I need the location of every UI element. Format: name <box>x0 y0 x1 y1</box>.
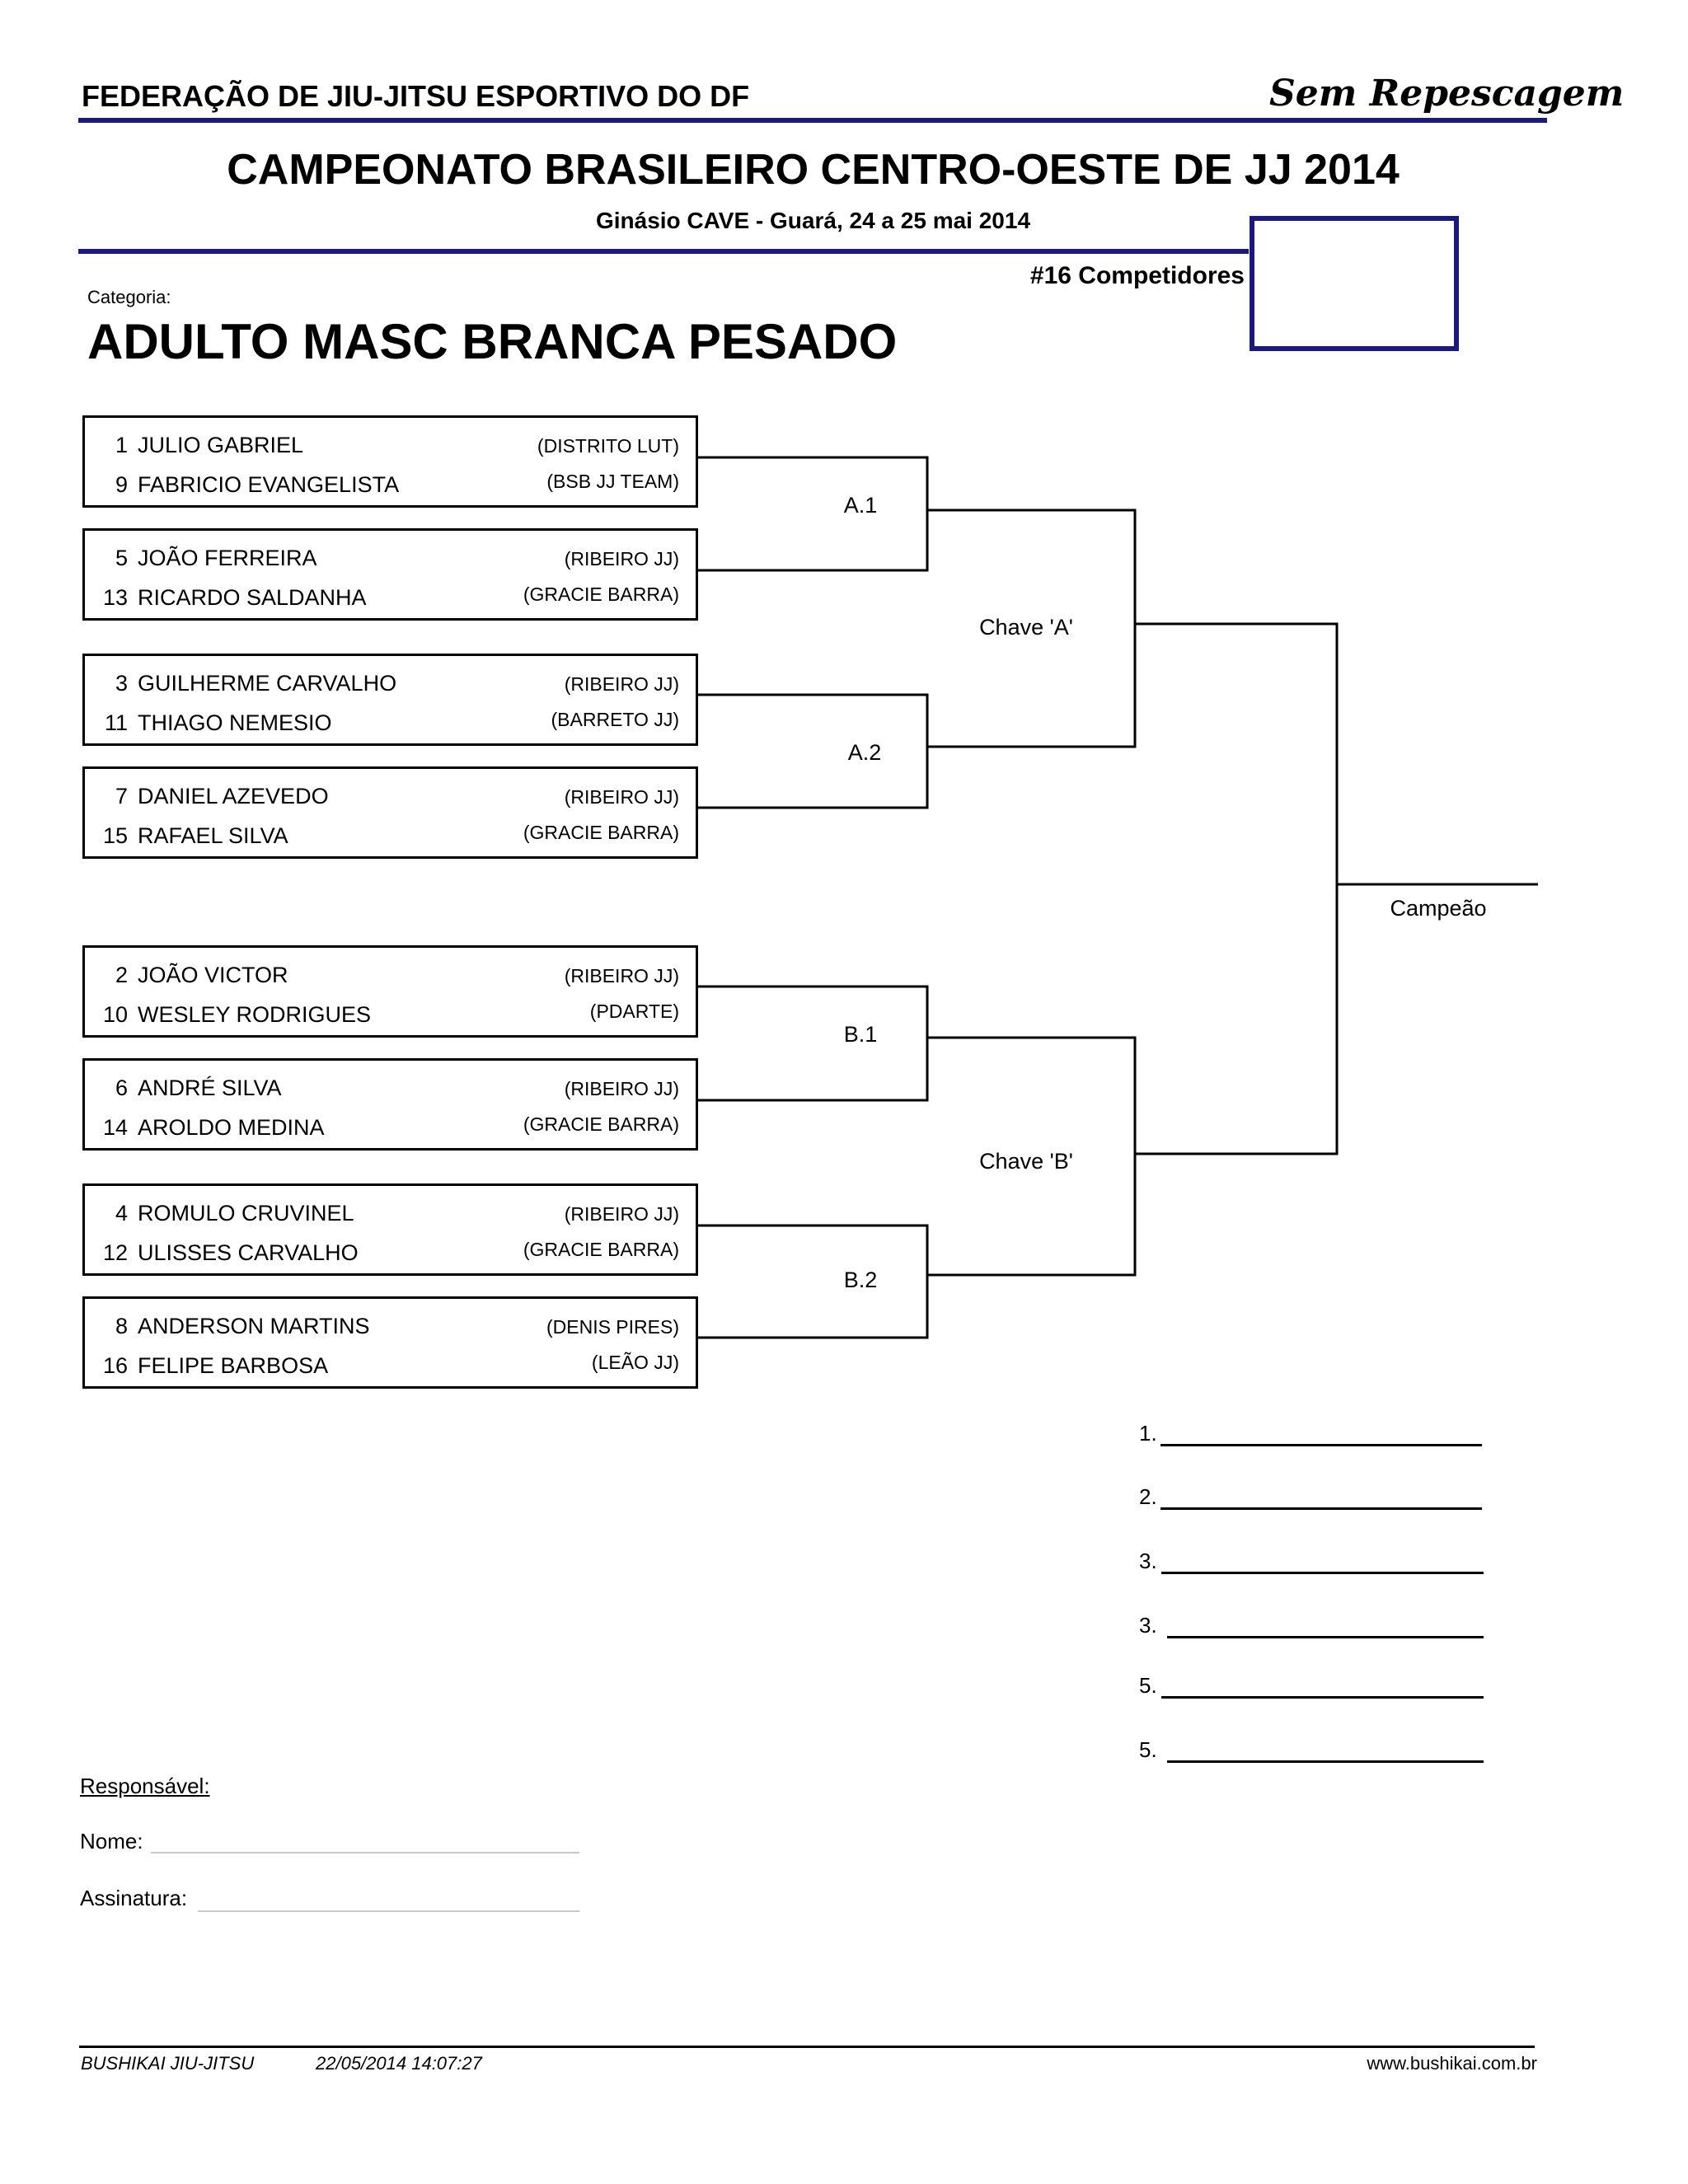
competitor-seed: 16 <box>102 1353 128 1378</box>
competitor-row <box>85 963 696 996</box>
competitor-name: THIAGO NEMESIO <box>138 710 332 735</box>
place-underline <box>1161 1696 1484 1699</box>
competitor-seed: 2 <box>115 963 128 987</box>
place-underline <box>1160 1444 1482 1446</box>
competitor-team: (BARRETO JJ) <box>551 709 679 730</box>
match-label-b1: B.1 <box>843 1022 878 1047</box>
match-label-a1: A.1 <box>843 493 878 518</box>
match-label-chave-a: Chave 'A' <box>979 615 1073 640</box>
competitor-seed: 9 <box>115 472 128 497</box>
competitor-seed: 11 <box>104 710 128 735</box>
competitor-row <box>85 784 696 817</box>
footer-website: www.bushikai.com.br <box>1367 2053 1537 2074</box>
place-line <box>1139 1673 1485 1706</box>
signature-field-line[interactable] <box>198 1910 579 1912</box>
competitor-row <box>85 472 696 505</box>
match-label-chave-b: Chave 'B' <box>979 1149 1073 1174</box>
footer-rule <box>79 2046 1535 2048</box>
competitor-row <box>85 1314 696 1347</box>
place-line <box>1139 1421 1485 1454</box>
competitor-seed: 1 <box>115 433 128 457</box>
competitor-seed: 10 <box>102 1002 128 1027</box>
competitor-team: (BSB JJ TEAM) <box>546 471 679 492</box>
category-name: ADULTO MASC BRANCA PESADO <box>87 314 898 369</box>
competitor-team: (RIBEIRO JJ) <box>564 1078 679 1099</box>
pair-1 <box>82 415 698 508</box>
competitor-row <box>85 1353 696 1386</box>
place-line <box>1139 1549 1485 1582</box>
competitor-row <box>85 433 696 466</box>
competitor-seed: 6 <box>115 1076 128 1100</box>
competitor-name: RAFAEL SILVA <box>138 823 288 848</box>
competitor-row <box>85 1076 696 1108</box>
pair-2 <box>82 528 698 621</box>
name-label: Nome: <box>80 1829 143 1854</box>
signature-label: Assinatura: <box>80 1886 188 1910</box>
competitor-name: RICARDO SALDANHA <box>138 585 367 610</box>
competitor-seed: 4 <box>115 1201 128 1226</box>
competitor-name: JOÃO VICTOR <box>138 963 288 987</box>
competitor-name: FABRICIO EVANGELISTA <box>138 472 400 497</box>
place-number: 3. <box>1139 1613 1157 1638</box>
place-number: 5. <box>1139 1673 1157 1698</box>
competitor-seed: 13 <box>102 585 128 610</box>
pair-8 <box>82 1296 698 1389</box>
competitor-name: GUILHERME CARVALHO <box>138 671 397 696</box>
responsible-heading: Responsável: <box>80 1774 210 1798</box>
competitor-name: WESLEY RODRIGUES <box>138 1002 372 1027</box>
place-number: 2. <box>1139 1484 1157 1509</box>
competitor-team: (GRACIE BARRA) <box>523 1239 679 1260</box>
match-label-b2: B.2 <box>843 1268 878 1292</box>
place-line <box>1139 1613 1485 1646</box>
organization-name: FEDERAÇÃO DE JIU-JITSU ESPORTIVO DO DF <box>82 79 750 113</box>
competitor-name: ROMULO CRUVINEL <box>138 1201 354 1226</box>
competitor-seed: 15 <box>102 823 128 848</box>
competitor-team: (RIBEIRO JJ) <box>564 1203 679 1225</box>
competitor-row <box>85 1115 696 1148</box>
place-underline <box>1167 1636 1484 1638</box>
name-field-line[interactable] <box>151 1852 579 1854</box>
competitor-team: (RIBEIRO JJ) <box>564 786 679 808</box>
place-number: 5. <box>1139 1737 1157 1762</box>
champion-label: Campeão <box>1390 896 1487 921</box>
competitor-row <box>85 585 696 618</box>
competitor-team: (GRACIE BARRA) <box>523 822 679 843</box>
bracket-line-final <box>1135 624 1337 1154</box>
pair-3 <box>82 654 698 746</box>
match-label-a2: A.2 <box>847 740 882 765</box>
competitor-row <box>85 710 696 743</box>
competitor-row <box>85 1201 696 1234</box>
competitor-name: ANDERSON MARTINS <box>138 1314 370 1338</box>
competitor-seed: 14 <box>102 1115 128 1140</box>
competitor-name: JULIO GABRIEL <box>138 433 304 457</box>
footer-org: BUSHIKAI JIU-JITSU <box>81 2053 255 2074</box>
competitor-team: (RIBEIRO JJ) <box>564 965 679 987</box>
competitor-row <box>85 671 696 704</box>
competitor-team: (PDARTE) <box>589 1001 679 1022</box>
place-underline <box>1161 1572 1484 1574</box>
competitor-row <box>85 823 696 856</box>
pair-5 <box>82 945 698 1038</box>
competitor-row <box>85 1002 696 1035</box>
competitor-team: (DISTRITO LUT) <box>537 435 679 457</box>
event-venue-date: Ginásio CAVE - Guará, 24 a 25 mai 2014 <box>595 208 1031 233</box>
place-number: 3. <box>1139 1549 1157 1573</box>
competitor-team: (RIBEIRO JJ) <box>564 673 679 695</box>
competitor-name: FELIPE BARBOSA <box>138 1353 329 1378</box>
competitor-name: AROLDO MEDINA <box>138 1115 325 1140</box>
competitor-seed: 3 <box>115 671 128 696</box>
place-line <box>1139 1737 1485 1770</box>
competitor-count: #16 Competidores <box>1029 262 1245 289</box>
competitor-team: (DENIS PIRES) <box>546 1316 679 1338</box>
competitor-name: JOÃO FERREIRA <box>138 546 317 570</box>
event-title: CAMPEONATO BRASILEIRO CENTRO-OESTE DE JJ 2014 <box>227 146 1400 194</box>
competitor-team: (RIBEIRO JJ) <box>564 548 679 569</box>
pair-4 <box>82 766 698 859</box>
competitor-name: DANIEL AZEVEDO <box>138 784 329 808</box>
place-number: 1. <box>1139 1421 1157 1446</box>
place-underline <box>1160 1507 1482 1510</box>
competitor-team: (GRACIE BARRA) <box>523 583 679 605</box>
competitor-seed: 12 <box>102 1240 128 1265</box>
competitor-team: (LEÃO JJ) <box>591 1352 679 1373</box>
pair-7 <box>82 1183 698 1276</box>
competitor-seed: 8 <box>115 1314 128 1338</box>
competitor-row <box>85 1240 696 1273</box>
pair-6 <box>82 1058 698 1151</box>
competitor-team: (GRACIE BARRA) <box>523 1113 679 1135</box>
place-underline <box>1167 1760 1484 1763</box>
competitor-row <box>85 546 696 579</box>
bracket-mode: Sem Repescagem <box>1269 73 1625 115</box>
competitor-name: ANDRÉ SILVA <box>138 1076 282 1100</box>
competitor-seed: 5 <box>115 546 128 570</box>
footer-datetime: 22/05/2014 14:07:27 <box>316 2053 482 2074</box>
category-label: Categoria: <box>87 287 171 307</box>
competitor-seed: 7 <box>115 784 128 808</box>
place-line <box>1139 1484 1485 1517</box>
competitor-name: ULISSES CARVALHO <box>138 1240 359 1265</box>
